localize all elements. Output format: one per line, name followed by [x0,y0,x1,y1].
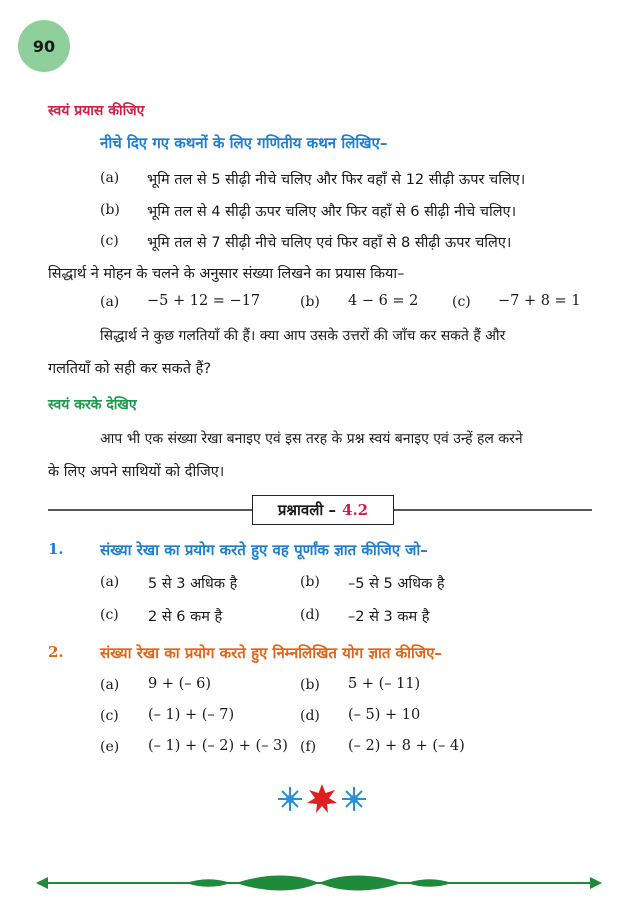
decorative-ornament [272,782,372,816]
page-number-badge [18,20,70,72]
instruction-text: नीचे दिए गए कथनों के लिए गणितीय कथन लिखिए– [100,134,388,152]
part-label: (d) [300,607,320,623]
bottom-border-ornament [36,870,602,896]
part-label: (c) [100,607,119,623]
exercise-title-box [252,495,394,525]
star-burst-icon [307,784,337,813]
divider-line-left [48,509,252,511]
part-text: 5 से 3 अधिक है [148,576,238,592]
statement-text: भूमि तल से 5 सीढ़ी नीचे चलिए और फिर वहाँ से 12 सीढ़ी ऊपर चलिए। [147,172,526,188]
part-label: (a) [100,574,120,590]
activity-text-line1: आप भी एक संख्या रेखा बनाइए एवं इस तरह के प्रश्न स्वयं बनाइए एवं उन्हें हल करने [100,431,523,447]
part-label: (b) [300,677,320,693]
part-expression: (– 5) + 10 [348,707,421,723]
statement-label: (c) [100,233,119,249]
page-number: 90 [32,36,56,56]
statement-text: भूमि तल से 4 सीढ़ी ऊपर चलिए और फिर वहाँ से 6 सीढ़ी नीचे चलिए। [147,204,517,220]
part-text: –5 से 5 अधिक है [348,576,445,592]
activity-text-line2: के लिए अपने साथियों को दीजिए। [48,464,225,480]
part-expression: (– 2) + 8 + (– 4) [348,738,465,754]
question-text: संख्या रेखा का प्रयोग करते हुए निम्नलिखित योग ज्ञात कीजिए– [100,644,442,662]
part-label: (c) [100,708,119,724]
mistakes-text-line1: सिद्धार्थ ने कुछ गलतियाँ की हैं। क्या आप उसके उत्तरों की जाँच कर सकते हैं और [100,328,506,344]
question-text: संख्या रेखा का प्रयोग करते हुए वह पूर्णांक ज्ञात कीजिए जो– [100,541,428,559]
attempt-label: (b) [300,294,320,310]
part-expression: 9 + (– 6) [148,676,211,692]
part-text: 2 से 6 कम है [148,609,223,625]
statement-label: (b) [100,202,120,218]
part-label: (a) [100,677,120,693]
part-text: –2 से 3 कम है [348,609,430,625]
part-label: (b) [300,574,320,590]
exercise-number: 4.2 [342,501,369,519]
part-label: (d) [300,708,320,724]
attempt-expression: 4 − 6 = 2 [348,293,419,309]
attempt-expression: −5 + 12 = −17 [147,293,261,309]
attempt-label: (c) [452,294,471,310]
question-number: 1. [48,540,64,558]
question-number: 2. [48,643,64,661]
exercise-title: प्रश्नावली – [277,501,337,519]
attempt-expression: −7 + 8 = 1 [498,293,581,309]
heading-try-yourself: स्वयं प्रयास कीजिए [48,103,145,119]
attempt-label: (a) [100,294,120,310]
part-expression: (– 1) + (– 7) [148,707,235,723]
statement-text: भूमि तल से 7 सीढ़ी नीचे चलिए एवं फिर वहाँ से 8 सीढ़ी ऊपर चलिए। [147,235,512,251]
divider-line-right [392,509,592,511]
part-expression: (– 1) + (– 2) + (– 3) [148,738,288,754]
statement-label: (a) [100,170,120,186]
mistakes-text-line2: गलतियाँ को सही कर सकते हैं? [48,361,212,377]
siddharth-intro: सिद्धार्थ ने मोहन के चलने के अनुसार संख्या लिखने का प्रयास किया– [48,266,405,282]
snowflake-icon [278,787,302,811]
part-label: (f) [300,739,317,755]
part-label: (e) [100,739,120,755]
snowflake-icon [342,787,366,811]
part-expression: 5 + (– 11) [348,676,421,692]
heading-do-yourself: स्वयं करके देखिए [48,397,137,413]
